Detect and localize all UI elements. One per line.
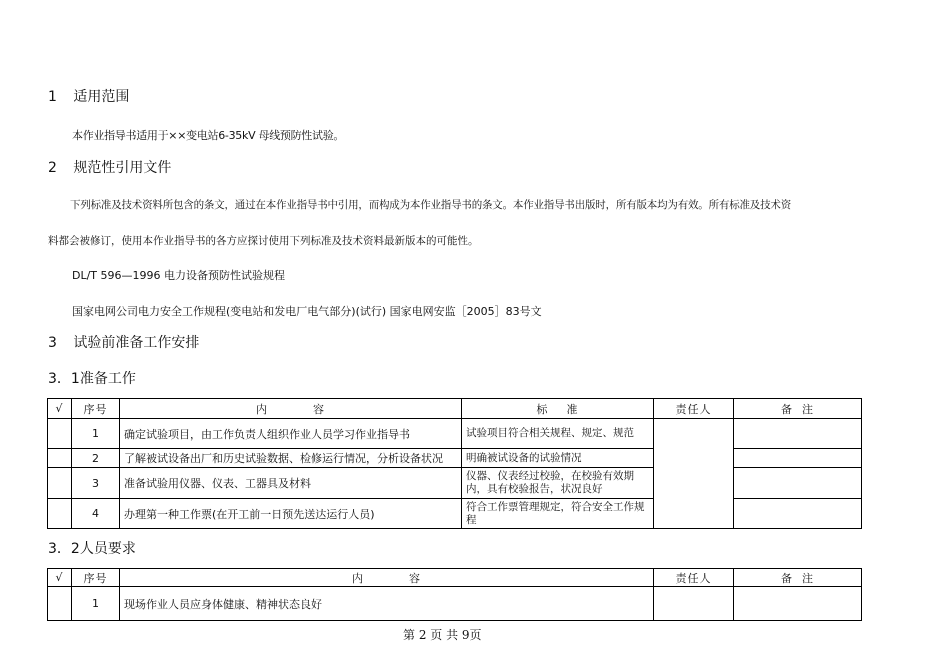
- section-1-title: 适用范围: [73, 89, 130, 105]
- section-1-number: 1: [48, 89, 57, 105]
- check-cell[interactable]: [48, 587, 72, 621]
- check-cell[interactable]: [48, 419, 72, 449]
- content-cell: 现场作业人员应身体健康、精神状态良好: [120, 587, 654, 621]
- header-content: 内 容: [120, 569, 654, 587]
- check-cell[interactable]: [48, 449, 72, 468]
- check-cell[interactable]: [48, 499, 72, 529]
- table-header-row: [48, 569, 862, 587]
- remark-cell: [734, 468, 862, 499]
- header-remark: 备 注: [734, 569, 862, 587]
- standard-cell: 符合工作票管理规定，符合安全工作规程: [462, 499, 654, 529]
- seq-cell: 1: [72, 419, 120, 449]
- table-row: [48, 499, 862, 529]
- standard-cell: 试验项目符合相关规程、规定、规范: [462, 419, 654, 449]
- remark-cell: [734, 499, 862, 529]
- header-check: √: [48, 569, 72, 587]
- header-check: √: [48, 399, 72, 419]
- section-1-heading: [48, 86, 129, 106]
- section-2-heading: [48, 157, 171, 177]
- table-row: [48, 468, 862, 499]
- section-3-number: 3: [48, 335, 57, 351]
- section-3-1-title: 3．1准备工作: [48, 371, 136, 387]
- remark-cell: [734, 587, 862, 621]
- section-1-text: 本作业指导书适用于××变电站6-35kV 母线预防性试验。: [72, 129, 345, 142]
- header-owner: 责任人: [654, 399, 734, 419]
- remark-cell: [734, 419, 862, 449]
- remark-cell: [734, 449, 862, 468]
- header-seq: 序号: [72, 399, 120, 419]
- header-owner: 责任人: [654, 569, 734, 587]
- table-row: [48, 449, 862, 468]
- header-seq: 序号: [72, 569, 120, 587]
- content-cell: 了解被试设备出厂和历史试验数据、检修运行情况，分析设备状况: [120, 449, 462, 468]
- content-cell: 准备试验用仪器、仪表、工器具及材料: [120, 468, 462, 499]
- section-3-title: 试验前准备工作安排: [73, 335, 200, 351]
- table-row: [48, 587, 862, 621]
- standard-cell: 仪器、仪表经过校验，在校验有效期内，具有校验报告，状况良好: [462, 468, 654, 499]
- section-3-2-title: 3．2人员要求: [48, 541, 136, 557]
- section-2-number: 2: [48, 160, 57, 176]
- reference-dlt596: DL/T 596—1996 电力设备预防性试验规程: [72, 269, 286, 282]
- header-remark: 备 注: [734, 399, 862, 419]
- personnel-table: [47, 568, 862, 621]
- seq-cell: 3: [72, 468, 120, 499]
- owner-cell: [654, 419, 734, 529]
- seq-cell: 4: [72, 499, 120, 529]
- owner-cell: [654, 587, 734, 621]
- section-2-title: 规范性引用文件: [73, 160, 172, 176]
- table-row: [48, 419, 862, 449]
- section-2-paragraph-line-2: 料都会被修订，使用本作业指导书的各方应探讨使用下列标准及技术资料最新版本的可能性。: [48, 235, 479, 247]
- preparation-table: [47, 398, 862, 529]
- content-cell: 确定试验项目，由工作负责人组织作业人员学习作业指导书: [120, 419, 462, 449]
- seq-cell: 2: [72, 449, 120, 468]
- section-3-heading: [48, 332, 199, 352]
- check-cell[interactable]: [48, 468, 72, 499]
- table-header-row: [48, 399, 862, 419]
- standard-cell: 明确被试设备的试验情况: [462, 449, 654, 468]
- page-footer: 第 2 页 共 9页: [403, 628, 482, 642]
- header-standard: 标 准: [462, 399, 654, 419]
- header-content: 内 容: [120, 399, 462, 419]
- seq-cell: 1: [72, 587, 120, 621]
- reference-safety-rules: 国家电网公司电力安全工作规程(变电站和发电厂电气部分)(试行) 国家电网安监［2005］83号文: [72, 305, 542, 318]
- content-cell: 办理第一种工作票(在开工前一日预先送达运行人员): [120, 499, 462, 529]
- section-2-paragraph-line-1: 下列标准及技术资料所包含的条文，通过在本作业指导书中引用，而构成为本作业指导书的条文。本作业指导书出版时，所有版本均为有效。所有标准及技术资: [70, 199, 791, 211]
